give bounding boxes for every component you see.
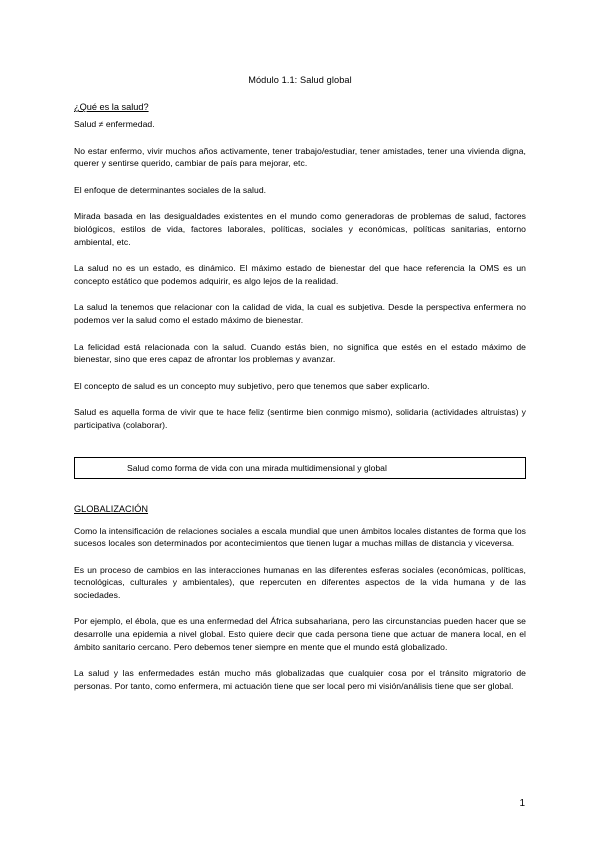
paragraph: Como la intensificación de relaciones sociales a escala mundial que unen ámbitos locales distantes de forma que los sucesos locales son determinados por acontecimientos que tienen lugar a muchas millas de distancia y viceversa. bbox=[74, 525, 526, 549]
paragraph: No estar enfermo, vivir muchos años activamente, tener trabajo/estudiar, tener amistades, tener una vivienda digna, querer y sentirse querido, cambiar de país para mejorar, etc. bbox=[74, 145, 526, 169]
paragraph: El concepto de salud es un concepto muy subjetivo, pero que tenemos que saber explicarlo. bbox=[74, 380, 430, 391]
paragraph: El enfoque de determinantes sociales de la salud. bbox=[74, 184, 267, 195]
document-body bbox=[74, 101, 526, 692]
paragraph: La salud la tenemos que relacionar con la calidad de vida, la cual es subjetiva. Desde la perspectiva enfermera no podemos ver la salud como el estado máximo de bienestar. bbox=[74, 302, 526, 325]
section-heading-que-es-la-salud: ¿Qué es la salud? bbox=[74, 102, 149, 112]
paragraph: Por ejemplo, el ébola, que es una enfermedad del África subsahariana, pero las circunstancias pueden hacer que se desarrolle una epidemia a nivel global. Esto quiere decir que cada persona tiene que actuar de manera local, en el ámbito sanitario cercano. Pero debemos tener siempre en mente que el mundo está globalizado. bbox=[74, 616, 526, 652]
paragraph: Es un proceso de cambios en las interacciones humanas en las diferentes esferas sociales (económicas, políticas, tecnológicas, culturales y ambientales), que repercuten en diferentes aspectos de la vida humana y de las sociedades. bbox=[74, 564, 526, 600]
document-title: Módulo 1.1: Salud global bbox=[248, 75, 352, 85]
paragraph: La salud y las enfermedades están mucho más globalizadas que cualquier cosa por el tránsito migratorio de personas. Por tanto, como enfermera, mi actuación tiene que ser local pero mi visión/análisis tiene que ser global. bbox=[74, 668, 526, 691]
formula-salud-enfermedad: Salud ≠ enfermedad. bbox=[74, 119, 155, 129]
paragraph: Mirada basada en las desigualdades existentes en el mundo como generadoras de problemas de salud, factores biológicos, estilos de vida, factores laborales, políticas, sociales y económicas, políticas sanitarias, entorno ambiental, etc. bbox=[74, 211, 526, 247]
paragraph: La felicidad está relacionada con la salud. Cuando estás bien, no significa que estés en el estado máximo de bienestar, sino que eres capaz de afrontar los problemas y avanzar. bbox=[74, 341, 526, 365]
page-number: 1 bbox=[519, 798, 525, 809]
paragraph: La salud no es un estado, es dinámico. El máximo estado de bienestar del que hace referencia la OMS es un concepto estático que podemos adquirir, es algo lejos de la realidad. bbox=[74, 263, 526, 286]
section-heading-globalizacion: GLOBALIZACIÓN bbox=[74, 503, 149, 514]
paragraph: Salud es aquella forma de vivir que te hace feliz (sentirme bien conmigo mismo), solidaria (actividades altruistas) y participativa (colaborar). bbox=[74, 407, 526, 430]
highlight-box: Salud como forma de vida con una mirada multidimensional y global bbox=[74, 457, 526, 479]
